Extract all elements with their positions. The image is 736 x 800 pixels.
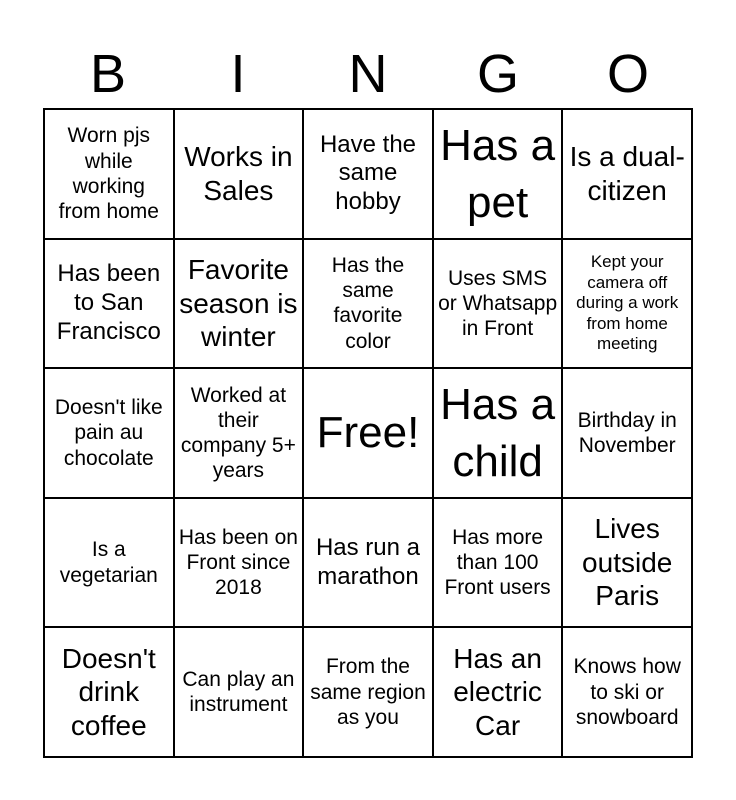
header-letter-b: B — [89, 44, 127, 104]
header-letter-g: G — [476, 44, 519, 104]
bingo-cell[interactable]: From the same region as you — [303, 627, 433, 757]
bingo-cell[interactable]: Has a child — [433, 368, 563, 498]
bingo-cell[interactable]: Knows how to ski or snowboard — [562, 627, 692, 757]
bingo-cell[interactable]: Has been to San Francisco — [44, 239, 174, 369]
bingo-cell[interactable]: Lives outside Paris — [562, 498, 692, 628]
bingo-cell[interactable]: Uses SMS or Whatsapp in Front — [433, 239, 563, 369]
bingo-header — [43, 40, 693, 108]
bingo-cell[interactable]: Has run a marathon — [303, 498, 433, 628]
bingo-cell[interactable]: Doesn't like pain au chocolate — [44, 368, 174, 498]
bingo-cell[interactable]: Has been on Front since 2018 — [174, 498, 304, 628]
header-letter-o: O — [606, 44, 649, 104]
bingo-cell[interactable]: Has an electric Car — [433, 627, 563, 757]
bingo-cell[interactable]: Has more than 100 Front users — [433, 498, 563, 628]
bingo-cell[interactable]: Have the same hobby — [303, 109, 433, 239]
bingo-cell[interactable]: Doesn't drink coffee — [44, 627, 174, 757]
bingo-cell[interactable]: Can play an instrument — [174, 627, 304, 757]
header-letter-i: I — [230, 44, 246, 104]
bingo-cell[interactable]: Is a vegetarian — [44, 498, 174, 628]
bingo-cell[interactable]: Works in Sales — [174, 109, 304, 239]
bingo-cell[interactable]: Birthday in November — [562, 368, 692, 498]
bingo-cell[interactable]: Favorite season is winter — [174, 239, 304, 369]
bingo-cell[interactable]: Worn pjs while working from home — [44, 109, 174, 239]
bingo-cell[interactable]: Has the same favorite color — [303, 239, 433, 369]
header-letter-n: N — [348, 44, 388, 104]
bingo-cell[interactable]: Has a pet — [433, 109, 563, 239]
bingo-cell[interactable]: Worked at their company 5+ years — [174, 368, 304, 498]
bingo-cell[interactable]: Is a dual-citizen — [562, 109, 692, 239]
free-space-cell[interactable]: Free! — [303, 368, 433, 498]
bingo-cell[interactable]: Kept your camera off during a work from home meeting — [562, 239, 692, 369]
bingo-grid — [43, 108, 693, 758]
